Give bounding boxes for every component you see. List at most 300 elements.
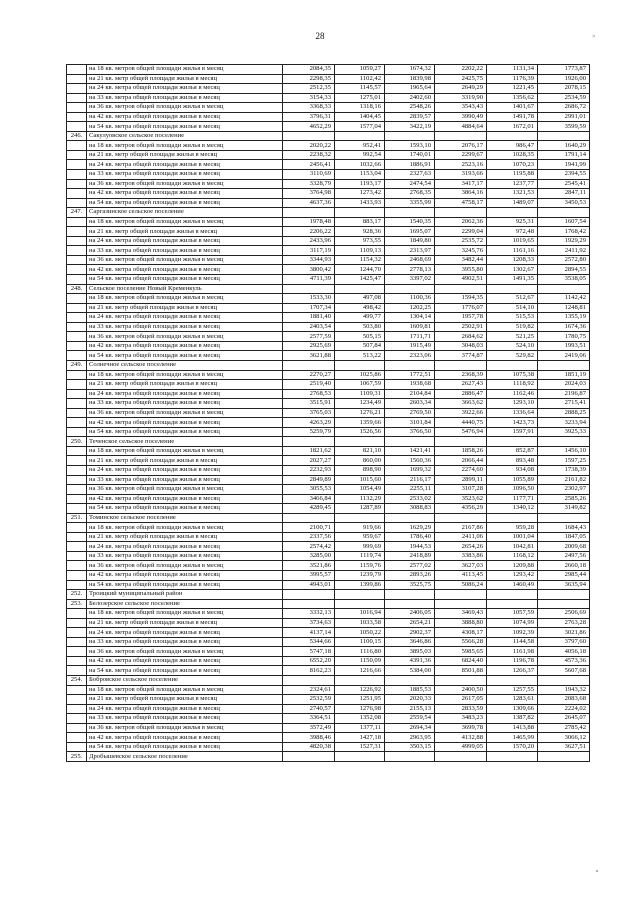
value-cell: 3774,87 <box>435 351 487 361</box>
value-cell: 3572,49 <box>283 723 335 733</box>
row-number <box>67 561 87 571</box>
value-cell: 2232,93 <box>283 465 335 475</box>
row-label: на 24 кв. метра общей площади жилья в месяц <box>87 628 283 638</box>
table-row <box>67 370 590 380</box>
value-cell: 2368,39 <box>435 370 487 380</box>
value-cell: 1142,42 <box>538 294 590 304</box>
value-cell: 1640,29 <box>538 141 590 151</box>
row-number <box>67 150 87 160</box>
value-cell: 1460,49 <box>487 580 538 590</box>
row-number <box>67 294 87 304</box>
value-cell: 1352,08 <box>335 714 385 724</box>
table-row <box>67 160 590 170</box>
table-row <box>67 112 590 122</box>
value-cell: 1943,32 <box>538 685 590 695</box>
value-cell: 1772,51 <box>385 370 435 380</box>
value-cell: 883,17 <box>335 217 385 227</box>
table-row <box>67 275 590 285</box>
row-number <box>67 103 87 113</box>
row-number <box>67 609 87 619</box>
page-number: 28 <box>315 31 325 41</box>
row-number <box>67 341 87 351</box>
row-number <box>67 647 87 657</box>
table-row <box>67 542 590 552</box>
value-cell: 3383,86 <box>435 551 487 561</box>
value-cell: 2406,05 <box>385 609 435 619</box>
row-number <box>67 427 87 437</box>
value-cell: 1427,18 <box>335 733 385 743</box>
value-cell: 1993,51 <box>538 341 590 351</box>
value-cell: 1425,47 <box>335 275 385 285</box>
value-cell: 2654,26 <box>435 542 487 552</box>
row-number <box>67 265 87 275</box>
value-cell: 4391,36 <box>385 656 435 666</box>
table-row <box>67 656 590 666</box>
value-cell <box>283 360 335 370</box>
row-number <box>67 313 87 323</box>
value-cell: 1629,29 <box>385 523 435 533</box>
value-cell: 2418,89 <box>385 551 435 561</box>
value-cell: 1738,39 <box>538 465 590 475</box>
value-cell: 4902,51 <box>435 275 487 285</box>
value-cell: 2654,21 <box>385 618 435 628</box>
value-cell: 1118,92 <box>487 380 538 390</box>
value-cell: 2603,34 <box>385 399 435 409</box>
value-cell: 3117,19 <box>283 246 335 256</box>
value-cell: 5607,68 <box>538 666 590 676</box>
value-cell: 1266,37 <box>487 666 538 676</box>
row-number <box>67 446 87 456</box>
row-number <box>67 485 87 495</box>
section-title: Солнечное сельское поселение <box>87 360 283 370</box>
value-cell: 1684,43 <box>538 523 590 533</box>
row-label: на 42 кв. метра общей площади жилья в месяц <box>87 494 283 504</box>
value-cell: 1276,98 <box>335 704 385 714</box>
value-cell <box>538 676 590 686</box>
value-cell: 2627,43 <box>435 380 487 390</box>
value-cell: 2497,56 <box>538 551 590 561</box>
value-cell: 2534,59 <box>538 93 590 103</box>
table-row <box>67 666 590 676</box>
value-cell <box>538 284 590 294</box>
value-cell: 3888,80 <box>435 618 487 628</box>
row-number <box>67 542 87 552</box>
row-label: на 42 кв. метра общей площади жилья в месяц <box>87 341 283 351</box>
value-cell: 3021,86 <box>538 628 590 638</box>
value-cell: 1336,64 <box>487 408 538 418</box>
row-number <box>67 389 87 399</box>
value-cell: 3048,03 <box>435 341 487 351</box>
value-cell: 3149,82 <box>538 504 590 514</box>
value-cell: 1978,48 <box>283 217 335 227</box>
value-cell: 2402,60 <box>385 93 435 103</box>
table-row <box>67 198 590 208</box>
value-cell: 3627,03 <box>435 561 487 571</box>
table-row <box>67 236 590 246</box>
value-cell: 925,31 <box>487 217 538 227</box>
table-row <box>67 255 590 265</box>
row-number <box>67 275 87 285</box>
value-cell: 1293,10 <box>487 399 538 409</box>
row-number <box>67 380 87 390</box>
table-row <box>67 189 590 199</box>
value-cell: 2425,75 <box>435 74 487 84</box>
row-number <box>67 685 87 695</box>
value-cell: 1244,70 <box>335 265 385 275</box>
value-cell: 898,90 <box>335 465 385 475</box>
value-cell: 2411,06 <box>435 532 487 542</box>
value-cell: 1144,58 <box>487 637 538 647</box>
value-cell: 2337,56 <box>283 532 335 542</box>
value-cell: 1773,87 <box>538 65 590 75</box>
value-cell: 3503,15 <box>385 742 435 752</box>
value-cell: 4440,75 <box>435 418 487 428</box>
value-cell: 1399,86 <box>335 580 385 590</box>
value-cell: 1028,35 <box>487 150 538 160</box>
value-cell: 3796,31 <box>283 112 335 122</box>
value-cell: 1168,12 <box>487 551 538 561</box>
value-cell: 2925,69 <box>283 341 335 351</box>
value-cell: 3766,50 <box>385 427 435 437</box>
value-cell: 5384,00 <box>385 666 435 676</box>
value-cell: 3988,46 <box>283 733 335 743</box>
row-label: на 24 кв. метра общей площади жилья в месяц <box>87 704 283 714</box>
value-cell: 1851,19 <box>538 370 590 380</box>
value-cell <box>538 513 590 523</box>
value-cell: 3538,05 <box>538 275 590 285</box>
row-label: на 36 кв. метров общей площади жилья в месяц <box>87 408 283 418</box>
value-cell: 2617,05 <box>435 695 487 705</box>
row-number: 247. <box>67 208 87 218</box>
value-cell: 2323,06 <box>385 351 435 361</box>
value-cell: 1433,93 <box>335 198 385 208</box>
value-cell: 1413,88 <box>487 723 538 733</box>
value-cell: 8162,23 <box>283 666 335 676</box>
row-label: на 18 кв. метров общей площади жилья в месяц <box>87 141 283 151</box>
value-cell: 2270,27 <box>283 370 335 380</box>
table-row <box>67 265 590 275</box>
value-cell: 3328,79 <box>283 179 335 189</box>
value-cell <box>283 590 335 600</box>
value-cell: 972,48 <box>487 227 538 237</box>
row-number: 248. <box>67 284 87 294</box>
row-number <box>67 246 87 256</box>
value-cell: 2888,25 <box>538 408 590 418</box>
section-title: Саргазинское сельское поселение <box>87 208 283 218</box>
value-cell: 1025,86 <box>335 370 385 380</box>
value-cell: 2255,11 <box>385 485 435 495</box>
value-cell: 3765,03 <box>283 408 335 418</box>
value-cell: 3543,43 <box>435 103 487 113</box>
value-cell: 1533,30 <box>283 294 335 304</box>
value-cell <box>435 676 487 686</box>
value-cell: 498,42 <box>335 303 385 313</box>
table-row <box>67 313 590 323</box>
value-cell: 3699,78 <box>435 723 487 733</box>
value-cell: 5259,79 <box>283 427 335 437</box>
section-row <box>67 513 590 523</box>
value-cell <box>487 360 538 370</box>
row-number <box>67 532 87 542</box>
value-cell: 2024,03 <box>538 380 590 390</box>
value-cell: 1287,89 <box>335 504 385 514</box>
value-cell: 497,08 <box>335 294 385 304</box>
value-cell: 1096,50 <box>487 485 538 495</box>
value-cell <box>385 599 435 609</box>
value-cell: 1257,55 <box>487 685 538 695</box>
row-number <box>67 475 87 485</box>
value-cell: 2886,47 <box>435 389 487 399</box>
value-cell: 1150,09 <box>335 656 385 666</box>
value-cell: 3990,49 <box>435 112 487 122</box>
row-label: на 54 кв. метра общей площади жилья в месяц <box>87 351 283 361</box>
row-label: на 24 кв. метра общей площади жилья в месяц <box>87 542 283 552</box>
table-row <box>67 714 590 724</box>
section-title: Троицкий муниципальный район <box>87 590 283 600</box>
table-row <box>67 322 590 332</box>
value-cell: 860,00 <box>335 456 385 466</box>
value-cell <box>435 599 487 609</box>
row-label: на 36 кв. метров общей площади жилья в месяц <box>87 561 283 571</box>
section-row <box>67 284 590 294</box>
value-cell: 1849,80 <box>385 236 435 246</box>
value-cell: 4137,14 <box>283 628 335 638</box>
value-cell: 3364,51 <box>283 714 335 724</box>
value-cell: 4711,39 <box>283 275 335 285</box>
value-cell: 2062,36 <box>435 217 487 227</box>
value-cell: 1216,66 <box>335 666 385 676</box>
table-row <box>67 303 590 313</box>
row-number <box>67 84 87 94</box>
value-cell <box>283 284 335 294</box>
value-cell: 1597,91 <box>487 427 538 437</box>
value-cell: 1780,75 <box>538 332 590 342</box>
value-cell: 3764,98 <box>283 189 335 199</box>
value-cell: 2419,06 <box>538 351 590 361</box>
value-cell: 2400,50 <box>435 685 487 695</box>
value-cell <box>335 437 385 447</box>
value-cell: 521,25 <box>487 332 538 342</box>
value-cell: 3319,90 <box>435 93 487 103</box>
value-cell: 821,10 <box>335 446 385 456</box>
value-cell <box>283 676 335 686</box>
value-cell: 3525,75 <box>385 580 435 590</box>
value-cell: 2506,69 <box>538 609 590 619</box>
row-label: на 33 кв. метра общей площади жилья в месяц <box>87 475 283 485</box>
value-cell: 2066,44 <box>435 456 487 466</box>
value-cell <box>435 513 487 523</box>
value-cell: 3450,53 <box>538 198 590 208</box>
value-cell: 1786,40 <box>385 532 435 542</box>
value-cell: 2893,26 <box>385 570 435 580</box>
section-title: Томинское сельское поселение <box>87 513 283 523</box>
row-number <box>67 551 87 561</box>
value-cell: 1570,20 <box>487 742 538 752</box>
value-cell: 2502,91 <box>435 322 487 332</box>
value-cell: 1356,62 <box>487 93 538 103</box>
row-label: на 36 кв. метров общей площади жилья в месяц <box>87 485 283 495</box>
value-cell: 2020,22 <box>283 141 335 151</box>
row-label: на 42 кв. метра общей площади жилья в месяц <box>87 733 283 743</box>
value-cell: 1059,27 <box>335 65 385 75</box>
value-cell: 1196,78 <box>487 656 538 666</box>
value-cell: 1821,62 <box>283 446 335 456</box>
row-number <box>67 179 87 189</box>
value-cell: 2116,17 <box>385 475 435 485</box>
value-cell: 1965,64 <box>385 84 435 94</box>
value-cell: 515,53 <box>487 313 538 323</box>
row-number <box>67 666 87 676</box>
value-cell: 1102,42 <box>335 74 385 84</box>
row-number <box>67 399 87 409</box>
row-number <box>67 456 87 466</box>
value-cell: 2394,55 <box>538 170 590 180</box>
value-cell: 1359,66 <box>335 418 385 428</box>
row-label: на 24 кв. метра общей площади жилья в месяц <box>87 465 283 475</box>
value-cell <box>385 513 435 523</box>
table-row <box>67 246 590 256</box>
value-cell: 1131,34 <box>487 65 538 75</box>
row-number <box>67 74 87 84</box>
value-cell: 1283,61 <box>487 695 538 705</box>
value-cell: 3925,33 <box>538 427 590 437</box>
value-cell <box>487 752 538 762</box>
table-row <box>67 84 590 94</box>
value-cell: 519,82 <box>487 322 538 332</box>
row-label: на 18 кв. метров общей площади жилья в месяц <box>87 609 283 619</box>
value-cell: 1791,14 <box>538 150 590 160</box>
value-cell <box>385 590 435 600</box>
value-cell: 1248,81 <box>538 303 590 313</box>
value-cell <box>538 599 590 609</box>
value-cell: 2849,89 <box>283 475 335 485</box>
row-number <box>67 714 87 724</box>
value-cell: 3355,99 <box>385 198 435 208</box>
value-cell: 3233,94 <box>538 418 590 428</box>
value-cell: 1540,35 <box>385 217 435 227</box>
section-title: Сельское поселение Новый Кременкуль <box>87 284 283 294</box>
value-cell: 2532,59 <box>283 695 335 705</box>
row-label: на 18 кв. метров общей площади жилья в месяц <box>87 685 283 695</box>
table-row <box>67 150 590 160</box>
value-cell: 1057,59 <box>487 609 538 619</box>
section-row <box>67 208 590 218</box>
value-cell: 505,15 <box>335 332 385 342</box>
row-label: на 54 кв. метра общей площади жилья в месяц <box>87 666 283 676</box>
value-cell <box>335 590 385 600</box>
value-cell: 1209,88 <box>487 561 538 571</box>
value-cell <box>538 360 590 370</box>
value-cell: 1711,71 <box>385 332 435 342</box>
table-row <box>67 351 590 361</box>
value-cell <box>335 208 385 218</box>
tariff-table <box>66 64 590 762</box>
value-cell: 3521,86 <box>283 561 335 571</box>
value-cell <box>487 513 538 523</box>
value-cell: 3797,60 <box>538 637 590 647</box>
row-label: на 24 кв. метра общей площади жилья в месяц <box>87 160 283 170</box>
row-number <box>67 494 87 504</box>
value-cell: 1491,35 <box>487 275 538 285</box>
value-cell: 3107,28 <box>435 485 487 495</box>
table-row <box>67 695 590 705</box>
value-cell: 2078,15 <box>538 84 590 94</box>
value-cell: 2763,28 <box>538 618 590 628</box>
value-cell: 1177,71 <box>487 494 538 504</box>
table-row <box>67 389 590 399</box>
row-label: на 42 кв. метра общей площади жилья в месяц <box>87 418 283 428</box>
section-row <box>67 676 590 686</box>
value-cell: 4056,18 <box>538 647 590 657</box>
value-cell <box>487 284 538 294</box>
scan-corner-mark: » <box>592 32 596 40</box>
value-cell: 2785,42 <box>538 723 590 733</box>
row-label: на 36 кв. метров общей площади жилья в месяц <box>87 179 283 189</box>
row-number <box>67 65 87 75</box>
value-cell: 2224,02 <box>538 704 590 714</box>
value-cell <box>335 599 385 609</box>
value-cell: 1070,23 <box>487 160 538 170</box>
value-cell: 2991,01 <box>538 112 590 122</box>
value-cell: 1309,66 <box>487 704 538 714</box>
value-cell: 1740,01 <box>385 150 435 160</box>
value-cell: 1695,07 <box>385 227 435 237</box>
value-cell: 2327,63 <box>385 170 435 180</box>
value-cell: 1226,92 <box>335 685 385 695</box>
value-cell: 2299,04 <box>435 227 487 237</box>
value-cell: 1929,29 <box>538 236 590 246</box>
value-cell: 3523,62 <box>435 494 487 504</box>
value-cell: 1527,31 <box>335 742 385 752</box>
value-cell: 3110,69 <box>283 170 335 180</box>
value-cell: 2985,44 <box>538 570 590 580</box>
value-cell: 1275,01 <box>335 93 385 103</box>
value-cell <box>538 131 590 141</box>
table-row <box>67 570 590 580</box>
value-cell: 1100,15 <box>335 637 385 647</box>
value-cell <box>283 208 335 218</box>
section-title: Бобровское сельское поселение <box>87 676 283 686</box>
value-cell: 6824,40 <box>435 656 487 666</box>
value-cell: 1050,22 <box>335 628 385 638</box>
value-cell: 514,10 <box>487 303 538 313</box>
value-cell: 3154,33 <box>283 93 335 103</box>
table-row <box>67 475 590 485</box>
value-cell: 1193,17 <box>335 179 385 189</box>
table-row <box>67 103 590 113</box>
value-cell: 2533,02 <box>385 494 435 504</box>
value-cell <box>283 513 335 523</box>
value-cell: 2740,57 <box>283 704 335 714</box>
value-cell: 5747,18 <box>283 647 335 657</box>
value-cell: 1465,99 <box>487 733 538 743</box>
table-row <box>67 122 590 132</box>
table-row <box>67 465 590 475</box>
value-cell: 5566,28 <box>435 637 487 647</box>
row-number <box>67 418 87 428</box>
value-cell: 2684,62 <box>435 332 487 342</box>
value-cell: 6552,20 <box>283 656 335 666</box>
value-cell: 1016,94 <box>335 609 385 619</box>
row-label: на 21 кв. метр общей площади жилья в месяц <box>87 695 283 705</box>
value-cell: 4999,05 <box>435 742 487 752</box>
value-cell: 529,82 <box>487 351 538 361</box>
row-number: 249. <box>67 360 87 370</box>
value-cell: 1304,14 <box>385 313 435 323</box>
value-cell: 1941,99 <box>538 160 590 170</box>
row-number <box>67 704 87 714</box>
value-cell <box>335 131 385 141</box>
